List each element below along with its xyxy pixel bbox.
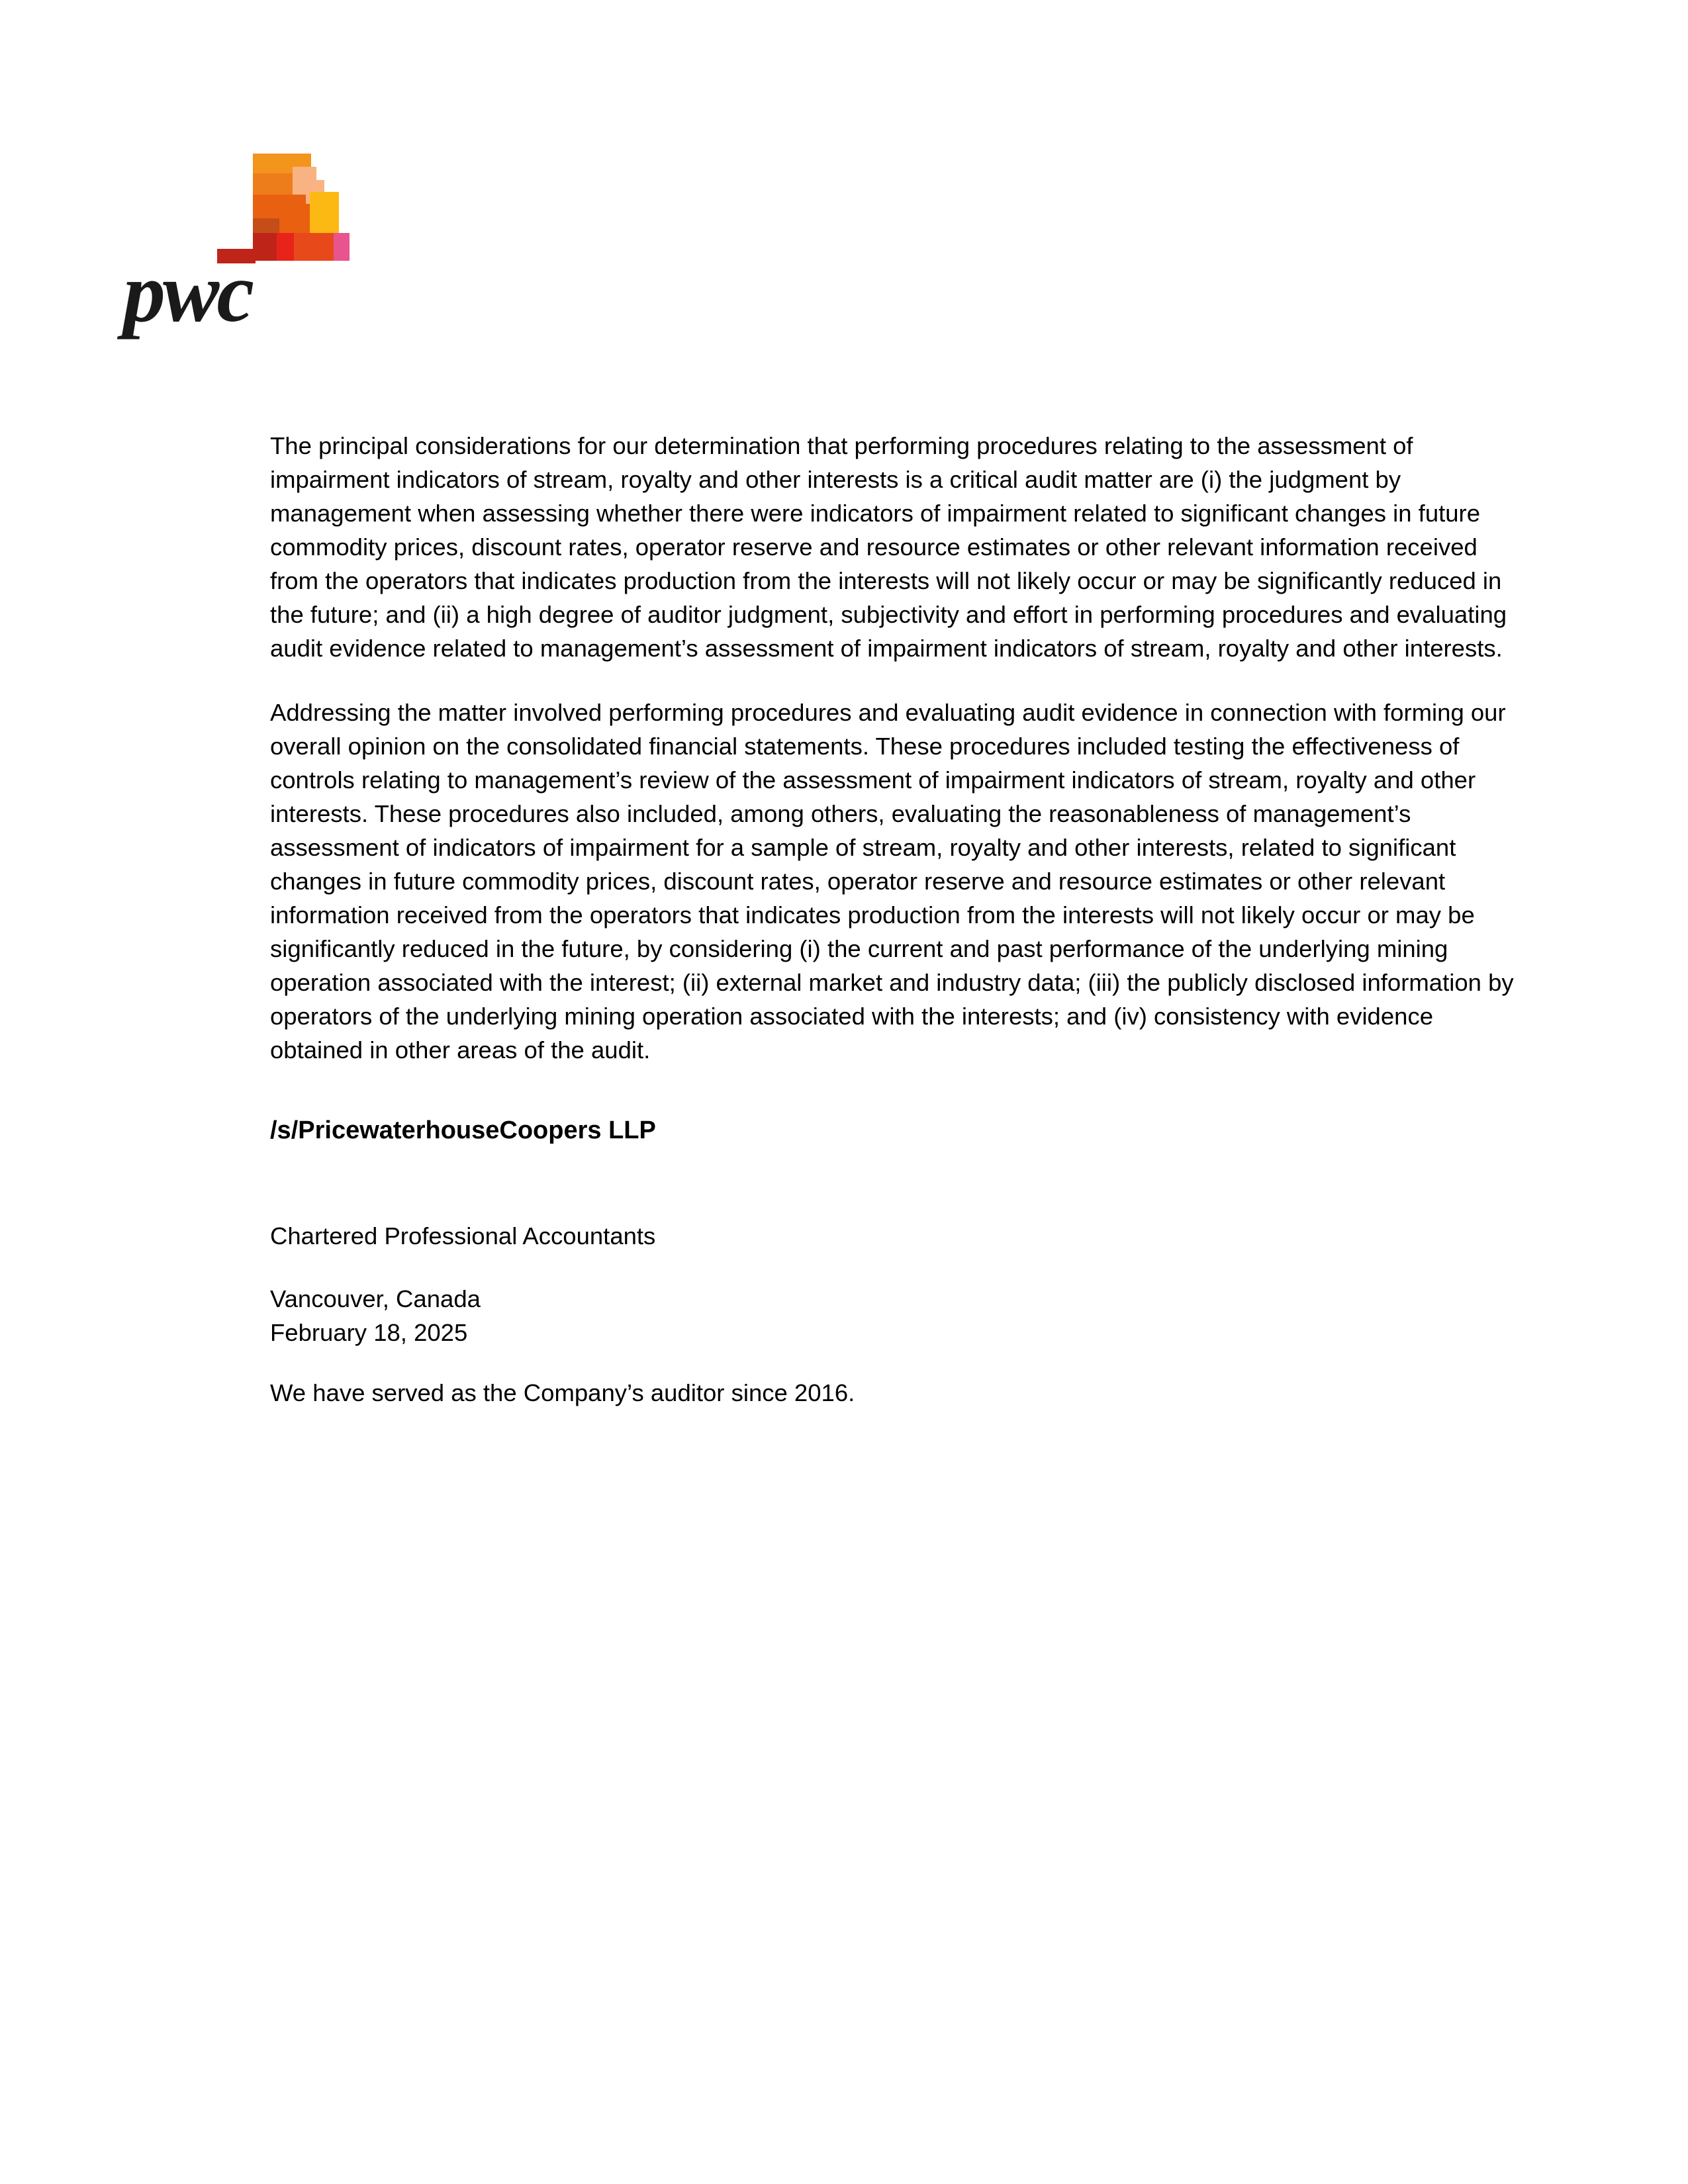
pwc-wordmark: pwc (123, 246, 252, 340)
paragraph-addressing-the-matter: Addressing the matter involved performing procedures and evaluating audit evidence in connection with forming our overall opinion on the consolidated financial statements. These procedures included testing the effectiveness of controls relating to management’s review of the assessment of impairment indicators of stream, royalty and other interests. These procedures also included, among others, evaluating the reasonableness of management’s assessment of indicators of impairment for a sample of stream, royalty and other interests, related to significant changes in future commodity prices, discount rates, operator reserve and resource estimates or other relevant information received from the operators that indicates production from the interests will not likely occur or may be significantly reduced in the future, by considering (i) the current and past performance of the underlying mining operation associated with the interest; (ii) external market and industry data; (iii) the publicly disclosed information by operators of the underlying mining operation associated with the interests; and (iv) consistency with evidence obtained in other areas of the audit. (270, 699, 1514, 1064)
pwc-logo-marks (123, 139, 361, 238)
paragraph-critical-audit-matter-considerations: The principal considerations for our determination that performing procedures relating to the assessment of impairment indicators of stream, royalty and other interests is a critical audit matter are (i) the judgment by management when assessing whether there were indicators of impairment related to significant changes in future commodity prices, discount rates, operator reserve and resource estimates or other relevant information received from the operators that indicates production from the interests will not likely occur or may be significantly reduced in the future; and (ii) a high degree of auditor judgment, subjectivity and effort in performing procedures and evaluating audit evidence related to management’s assessment of impairment indicators of stream, royalty and other interests. (270, 432, 1507, 662)
document-body (270, 429, 1528, 1410)
logo-bar-pink (334, 233, 350, 261)
logo-bar-red-dark (253, 233, 279, 261)
spacer-after-designation (270, 1253, 1528, 1282)
closing-block (270, 1219, 1528, 1410)
report-date: February 18, 2025 (270, 1319, 468, 1346)
logo-bar-red-orange (294, 233, 335, 261)
auditor-signature: /s/PricewaterhouseCoopers LLP (270, 1116, 656, 1144)
auditor-tenure-statement: We have served as the Company’s auditor since 2016. (270, 1379, 855, 1406)
pwc-logo (123, 139, 361, 340)
spacer-after-date (270, 1349, 1528, 1376)
location: Vancouver, Canada (270, 1285, 481, 1312)
firm-designation: Chartered Professional Accountants (270, 1222, 656, 1250)
logo-bar-yellow (310, 192, 339, 233)
